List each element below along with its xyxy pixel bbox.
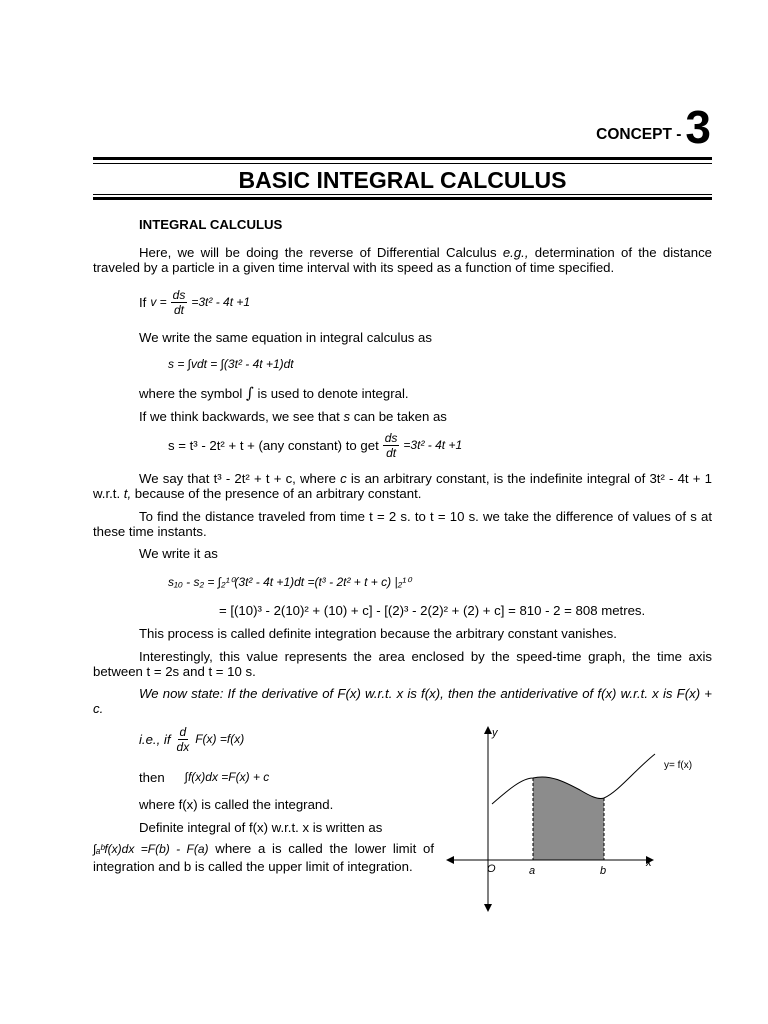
bottom-rule-thick	[93, 197, 712, 200]
indefinite-paragraph: We say that t³ - 2t² + t + c, where c is an arbitrary constant, is the indefinite integral of 3t² - 4t + 1 w.r.t. t, because of the presence of an arbitrary constant.	[93, 471, 712, 501]
concept-heading	[596, 101, 711, 153]
a-label: a	[529, 865, 536, 877]
top-rule-thin	[93, 163, 712, 164]
intro-paragraph: Here, we will be doing the reverse of Differential Calculus e.g., determination of the distance traveled by a particle in a given time interval with its speed as a function of time specified.	[93, 245, 712, 275]
y-label: y	[492, 727, 498, 739]
equation-antiderivative: s = t³ - 2t² + t + (any constant) to get $\frac{ds}{dt}$ =3t² - 4t +1	[168, 431, 463, 460]
origin-label: O	[487, 863, 496, 875]
curve-label: y= f(x)	[664, 760, 693, 771]
equation-result: = [(10)³ - 2(10)² + (10) + c] - [(2)³ - 2(2)² + (2) + c] = 810 - 2 = 808 metres.	[219, 603, 646, 618]
shaded-area	[533, 777, 604, 860]
b-label: b	[600, 865, 607, 877]
write-as-text: We write it as	[139, 546, 218, 561]
definite-paragraph: Definite integral of f(x) w.r.t. x is written as	[139, 820, 383, 835]
top-rule-thick	[93, 157, 712, 160]
definite-paragraph-cont: ∫ₐᵇf(x)dx =F(b) - F(a) where a is called the lower limit of integration and b is called the upper limit of integration.	[93, 841, 435, 874]
distance-paragraph: To find the distance traveled from time t = 2 s. to t = 10 s. we take the difference of values of s at these time instants.	[93, 509, 712, 539]
process-text: This process is called definite integration because the arbitrary constant vanishes.	[139, 626, 617, 641]
x-label: x	[646, 857, 652, 869]
area-under-curve-graph	[440, 720, 720, 920]
integrand-text: where f(x) is called the integrand.	[139, 797, 334, 812]
equation-ie: i.e., if $\frac{d}{dx}$ F(x) =f(x)	[139, 725, 245, 754]
section-heading: INTEGRAL CALCULUS	[139, 217, 283, 232]
equation-definite: s₁₀ - s₂ = ∫₂¹⁰(3t² - 4t +1)dt =(t³ - 2t² + t + c) |₂¹⁰	[168, 575, 411, 589]
page-title: BASIC INTEGRAL CALCULUS	[238, 167, 567, 193]
equation-velocity: If v = $\frac{ds}{dt}$ =3t² - 4t +1	[139, 288, 251, 317]
symbol-text: where the symbol ∫ is used to denote integral.	[139, 384, 409, 402]
backwards-text: If we think backwards, we see that s can be taken as	[139, 409, 447, 424]
equation-then: then ∫f(x)dx =F(x) + c	[139, 770, 270, 785]
concept-label: CONCEPT -	[596, 126, 682, 143]
bottom-rule-thin	[93, 194, 712, 195]
equation-integral: s = ∫vdt = ∫(3t² - 4t +1)dt	[168, 357, 294, 371]
interest-paragraph: Interestingly, this value represents the area enclosed by the speed-time graph, the time axis between t = 2s and t = 10 s.	[93, 649, 712, 679]
write-same-text: We write the same equation in integral calculus as	[139, 330, 432, 345]
statement-paragraph: We now state: If the derivative of F(x) w.r.t. x is f(x), then the antiderivative of f(x) w.r.t. x is F(x) + c.	[93, 686, 712, 716]
concept-number: 3	[685, 101, 711, 153]
